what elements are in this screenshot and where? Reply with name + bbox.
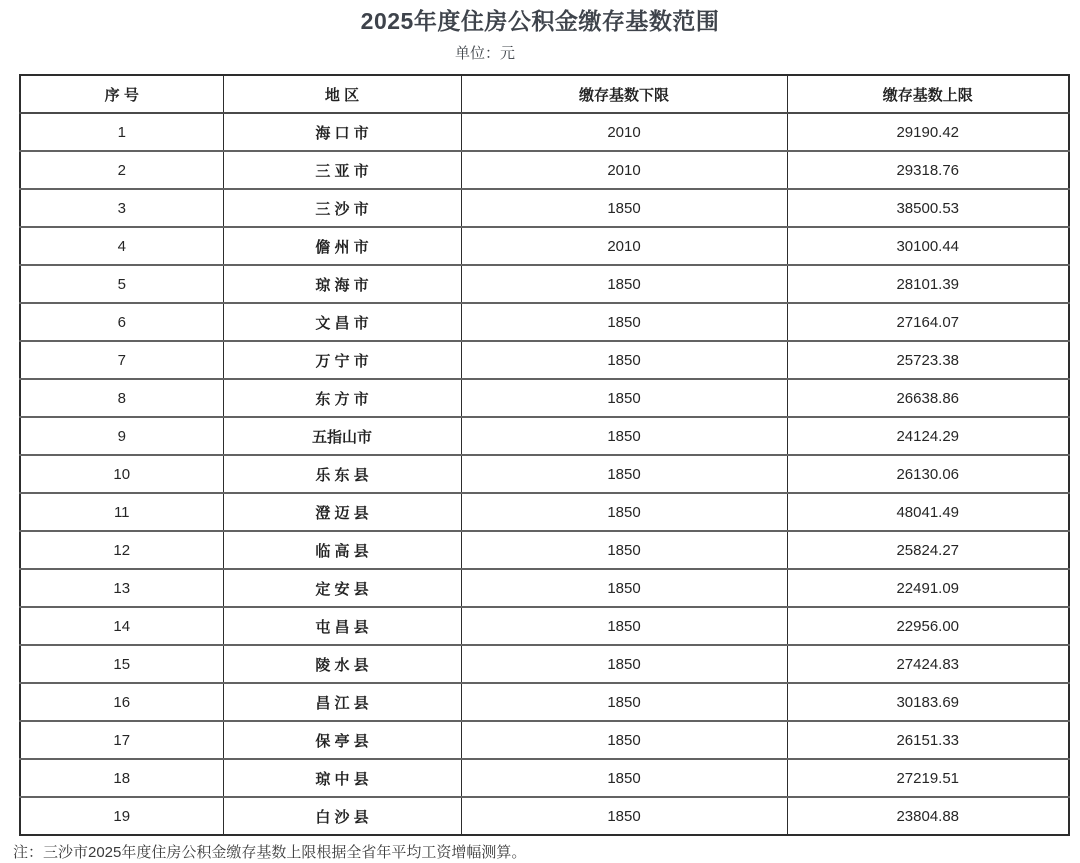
table-row xyxy=(20,379,1069,417)
cell-serial: 18 xyxy=(20,759,223,797)
cell-lower: 1850 xyxy=(461,569,787,607)
cell-upper: 26130.06 xyxy=(787,455,1069,493)
cell-lower: 1850 xyxy=(461,341,787,379)
cell-region: 昌 江 县 xyxy=(223,683,461,721)
cell-upper: 27164.07 xyxy=(787,303,1069,341)
table-row xyxy=(20,759,1069,797)
cell-serial: 3 xyxy=(20,189,223,227)
header-region: 地 区 xyxy=(223,75,461,113)
cell-serial: 17 xyxy=(20,721,223,759)
table-row xyxy=(20,607,1069,645)
cell-lower: 1850 xyxy=(461,645,787,683)
table-row xyxy=(20,189,1069,227)
table-row xyxy=(20,341,1069,379)
cell-upper: 22491.09 xyxy=(787,569,1069,607)
cell-serial: 5 xyxy=(20,265,223,303)
unit-label: 单位：元 xyxy=(454,45,515,62)
cell-serial: 8 xyxy=(20,379,223,417)
table-row xyxy=(20,455,1069,493)
cell-region: 白 沙 县 xyxy=(223,797,461,835)
cell-serial: 12 xyxy=(20,531,223,569)
cell-region: 海 口 市 xyxy=(223,113,461,151)
cell-lower: 2010 xyxy=(461,151,787,189)
cell-region: 琼 中 县 xyxy=(223,759,461,797)
table-row xyxy=(20,721,1069,759)
cell-upper: 30183.69 xyxy=(787,683,1069,721)
cell-lower: 1850 xyxy=(461,493,787,531)
header-lower-limit: 缴存基数下限 xyxy=(461,75,787,113)
cell-upper: 25723.38 xyxy=(787,341,1069,379)
cell-lower: 1850 xyxy=(461,607,787,645)
table-row xyxy=(20,531,1069,569)
contribution-base-table xyxy=(19,74,1070,836)
cell-region: 万 宁 市 xyxy=(223,341,461,379)
cell-upper: 26151.33 xyxy=(787,721,1069,759)
cell-lower: 1850 xyxy=(461,531,787,569)
cell-region: 保 亭 县 xyxy=(223,721,461,759)
cell-serial: 9 xyxy=(20,417,223,455)
cell-upper: 38500.53 xyxy=(787,189,1069,227)
cell-lower: 1850 xyxy=(461,797,787,835)
table-row xyxy=(20,303,1069,341)
cell-lower: 1850 xyxy=(461,379,787,417)
cell-lower: 2010 xyxy=(461,227,787,265)
cell-serial: 19 xyxy=(20,797,223,835)
cell-region: 临 高 县 xyxy=(223,531,461,569)
table-header xyxy=(20,75,1069,113)
cell-region: 陵 水 县 xyxy=(223,645,461,683)
table-row xyxy=(20,569,1069,607)
cell-serial: 16 xyxy=(20,683,223,721)
cell-upper: 29318.76 xyxy=(787,151,1069,189)
table-row xyxy=(20,265,1069,303)
cell-region: 屯 昌 县 xyxy=(223,607,461,645)
cell-region: 琼 海 市 xyxy=(223,265,461,303)
cell-upper: 29190.42 xyxy=(787,113,1069,151)
table-body xyxy=(20,113,1069,835)
cell-upper: 25824.27 xyxy=(787,531,1069,569)
cell-upper: 27424.83 xyxy=(787,645,1069,683)
cell-region: 儋 州 市 xyxy=(223,227,461,265)
cell-upper: 28101.39 xyxy=(787,265,1069,303)
cell-lower: 1850 xyxy=(461,455,787,493)
cell-serial: 13 xyxy=(20,569,223,607)
cell-serial: 14 xyxy=(20,607,223,645)
cell-serial: 1 xyxy=(20,113,223,151)
cell-serial: 11 xyxy=(20,493,223,531)
table-row xyxy=(20,113,1069,151)
cell-region: 文 昌 市 xyxy=(223,303,461,341)
cell-lower: 1850 xyxy=(461,721,787,759)
cell-upper: 23804.88 xyxy=(787,797,1069,835)
header-serial-number: 序 号 xyxy=(20,75,223,113)
table-row xyxy=(20,683,1069,721)
table-row xyxy=(20,151,1069,189)
cell-region: 澄 迈 县 xyxy=(223,493,461,531)
cell-region: 三 沙 市 xyxy=(223,189,461,227)
header-upper-limit: 缴存基数上限 xyxy=(787,75,1069,113)
cell-upper: 26638.86 xyxy=(787,379,1069,417)
cell-serial: 7 xyxy=(20,341,223,379)
cell-region: 定 安 县 xyxy=(223,569,461,607)
cell-lower: 1850 xyxy=(461,759,787,797)
cell-region: 三 亚 市 xyxy=(223,151,461,189)
cell-lower: 1850 xyxy=(461,265,787,303)
cell-upper: 24124.29 xyxy=(787,417,1069,455)
cell-serial: 4 xyxy=(20,227,223,265)
table-row xyxy=(20,417,1069,455)
cell-serial: 15 xyxy=(20,645,223,683)
cell-upper: 27219.51 xyxy=(787,759,1069,797)
cell-serial: 10 xyxy=(20,455,223,493)
cell-lower: 1850 xyxy=(461,683,787,721)
footnote: 注：三沙市2025年度住房公积金缴存基数上限根据全省年平均工资增幅测算。 xyxy=(13,844,527,861)
table-row xyxy=(20,493,1069,531)
cell-upper: 30100.44 xyxy=(787,227,1069,265)
table-header-row xyxy=(20,75,1069,113)
cell-upper: 48041.49 xyxy=(787,493,1069,531)
cell-lower: 1850 xyxy=(461,189,787,227)
page-title: 2025年度住房公积金缴存基数范围 xyxy=(360,8,720,34)
cell-lower: 1850 xyxy=(461,417,787,455)
cell-serial: 6 xyxy=(20,303,223,341)
cell-serial: 2 xyxy=(20,151,223,189)
cell-lower: 2010 xyxy=(461,113,787,151)
cell-region: 五指山市 xyxy=(223,417,461,455)
cell-region: 乐 东 县 xyxy=(223,455,461,493)
table-row xyxy=(20,645,1069,683)
cell-region: 东 方 市 xyxy=(223,379,461,417)
cell-upper: 22956.00 xyxy=(787,607,1069,645)
table-row xyxy=(20,797,1069,835)
table-row xyxy=(20,227,1069,265)
cell-lower: 1850 xyxy=(461,303,787,341)
